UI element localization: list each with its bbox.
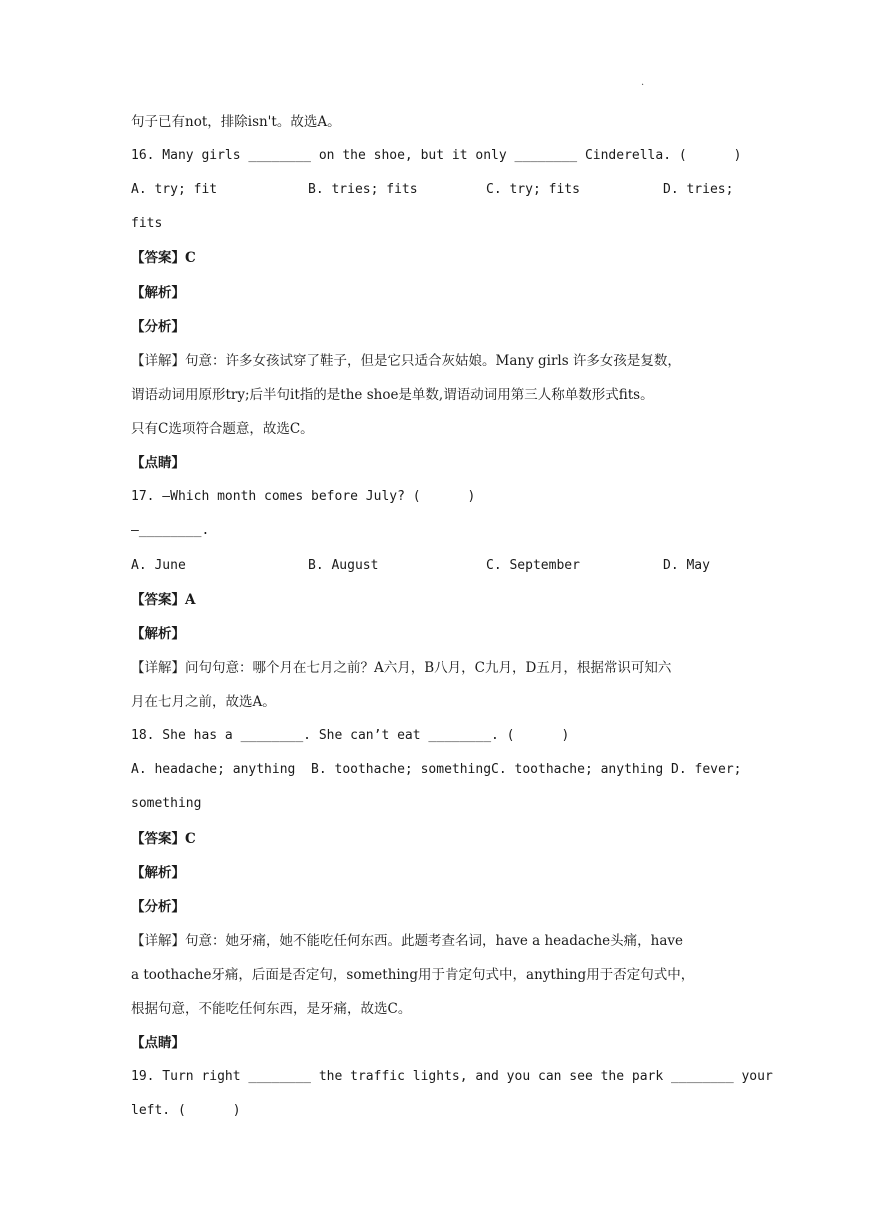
q17-stem: 17. —Which month comes before July? ( ) <box>131 489 476 504</box>
q18-detail-line-3: 根据句意，不能吃任何东西，是牙痛，故选C。 <box>131 1001 412 1017</box>
q17-answer: 【答案】A <box>131 592 196 608</box>
q18-fenxi-heading: 【分析】 <box>131 899 185 915</box>
q16-dianjing-heading: 【点睛】 <box>131 455 185 471</box>
q18-dianjing-heading: 【点睛】 <box>131 1035 185 1051</box>
q16-detail-line-3: 只有C选项符合题意，故选C。 <box>131 421 314 437</box>
q16-fenxi-heading: 【分析】 <box>131 319 185 335</box>
q16-analysis-heading: 【解析】 <box>131 285 185 301</box>
q17-analysis-heading: 【解析】 <box>131 626 185 642</box>
q18-stem: 18. She has a ________. She can’t eat ________. ( ) <box>131 728 570 743</box>
q17-option-a: A. June <box>131 558 186 573</box>
q16-detail-line-1: 【详解】句意：许多女孩试穿了鞋子，但是它只适合灰姑娘。Many girls 许多女孩是复数， <box>131 353 681 369</box>
q17-blank: —________. <box>131 523 210 538</box>
q16-detail-line-2: 谓语动词用原形try;后半句it指的是the shoe是单数,谓语动词用第三人称单数形式fits。 <box>131 387 654 403</box>
q18-detail-line-1: 【详解】句意：她牙痛，她不能吃任何东西。此题考查名词，have a headache头痛，have <box>131 933 684 949</box>
q19-stem-line-2: left. ( ) <box>131 1103 241 1118</box>
q17-option-b: B. August <box>308 558 379 573</box>
q16-option-c: C. try; fits <box>486 182 580 197</box>
page-mark: · <box>641 80 645 91</box>
q16-stem: 16. Many girls ________ on the shoe, but it only ________ Cinderella. ( ) <box>131 148 742 163</box>
q17-detail-line-2: 月在七月之前，故选A。 <box>131 694 276 710</box>
q16-answer: 【答案】C <box>131 250 196 266</box>
q18-option-wrap: something <box>131 796 202 811</box>
q17-detail-line-1: 【详解】问句句意：哪个月在七月之前？A六月，B八月，C九月，D五月，根据常识可知六 <box>131 660 672 676</box>
q16-option-wrap: fits <box>131 216 163 231</box>
q16-option-b: B. tries; fits <box>308 182 418 197</box>
q18-options: A. headache; anything B. toothache; somethingC. toothache; anything D. fever; <box>131 762 742 777</box>
q17-option-c: C. September <box>486 558 580 573</box>
q18-detail-line-2: a toothache牙痛，后面是否定句，something用于肯定句式中，anything用于否定句式中， <box>131 967 695 983</box>
q18-answer: 【答案】C <box>131 831 196 847</box>
q16-option-d: D. tries; <box>663 182 734 197</box>
q19-stem-line-1: 19. Turn right ________ the traffic lights, and you can see the park ________ your <box>131 1069 773 1084</box>
q17-option-d: D. May <box>663 558 710 573</box>
q18-analysis-heading: 【解析】 <box>131 865 185 881</box>
previous-explanation-tail: 句子已有not，排除isn't。故选A。 <box>131 114 341 130</box>
q16-option-a: A. try; fit <box>131 182 218 197</box>
